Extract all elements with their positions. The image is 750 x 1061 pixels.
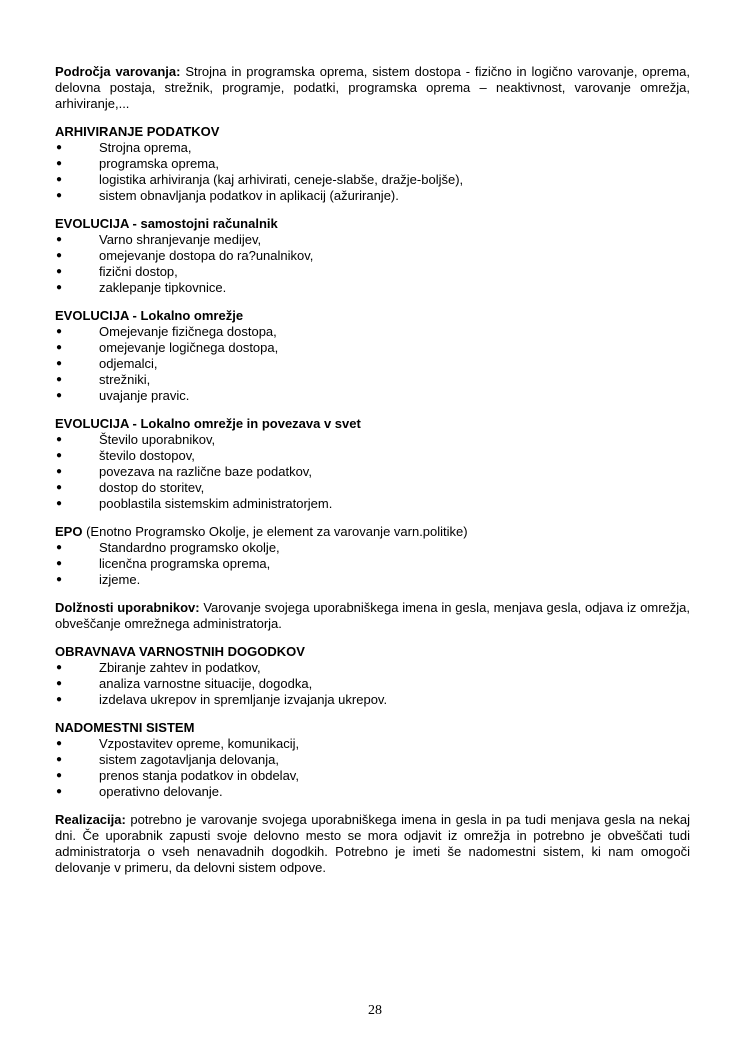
list-item [55, 496, 690, 512]
list-item-text: povezava na različne baze podatkov, [99, 464, 312, 479]
list-item-text: Zbiranje zahtev in podatkov, [99, 660, 261, 675]
bullet-icon: ● [56, 466, 63, 477]
list-item-text: Omejevanje fizičnega dostopa, [99, 324, 277, 339]
list-item-text: Standardno programsko okolje, [99, 540, 280, 555]
section-obravnava-varnostnih-dogodkov [55, 644, 690, 708]
section-evolucija-povezava-v-svet [55, 416, 690, 512]
bullet-list-arhiviranje [55, 140, 690, 204]
list-item [55, 784, 690, 800]
bullet-icon: ● [56, 358, 63, 369]
page-number: 28 [368, 1003, 382, 1018]
section-nadomestni-sistem [55, 720, 690, 800]
bullet-icon: ● [56, 234, 63, 245]
paragraph-lead-dolznosti: Dolžnosti uporabnikov: [55, 600, 200, 615]
bullet-icon: ● [56, 498, 63, 509]
list-item [55, 356, 690, 372]
paragraph-body-podrocja: Strojna in programska oprema, sistem dostopa - fizično in logično varovanje, oprema, delovna postaja, strežnik, programje, podatki, programska oprema – neaktivnost, varovanje omrežja, arhiviranje,... [55, 64, 690, 111]
list-item-text: operativno delovanje. [99, 784, 223, 799]
list-item [55, 140, 690, 156]
section-heading-evolucija-lokalno: EVOLUCIJA - Lokalno omrežje [55, 308, 244, 323]
list-item-text: strežniki, [99, 372, 151, 387]
bullet-icon: ● [56, 738, 63, 749]
bullet-icon: ● [56, 250, 63, 261]
list-item [55, 432, 690, 448]
list-item [55, 340, 690, 356]
bullet-icon: ● [56, 282, 63, 293]
paragraph-lead-podrocja: Področja varovanja: [55, 64, 181, 79]
list-item [55, 736, 690, 752]
list-item [55, 556, 690, 572]
list-item-text: logistika arhiviranja (kaj arhivirati, ceneje-slabše, dražje-boljše), [99, 172, 464, 187]
list-item [55, 280, 690, 296]
list-item-text: omejevanje dostopa do ra?unalnikov, [99, 248, 314, 263]
bullet-icon: ● [56, 174, 63, 185]
list-item-text: programska oprema, [99, 156, 219, 171]
list-item [55, 448, 690, 464]
list-item-text: fizični dostop, [99, 264, 178, 279]
paragraph-dolznosti-uporabnikov [55, 600, 690, 632]
list-item-text: Število uporabnikov, [99, 432, 216, 447]
list-item [55, 464, 690, 480]
list-item-text: uvajanje pravic. [99, 388, 190, 403]
list-item-text: licenčna programska oprema, [99, 556, 271, 571]
bullet-icon: ● [56, 678, 63, 689]
paragraph-podrocja-varovanja [55, 64, 690, 112]
list-item [55, 248, 690, 264]
bullet-icon: ● [56, 390, 63, 401]
section-arhiviranje-podatkov [55, 124, 690, 204]
list-item [55, 768, 690, 784]
bullet-icon: ● [56, 266, 63, 277]
list-item-text: Strojna oprema, [99, 140, 192, 155]
list-item-text: omejevanje logičnega dostopa, [99, 340, 279, 355]
list-item [55, 572, 690, 588]
bullet-icon: ● [56, 342, 63, 353]
list-item [55, 388, 690, 404]
bullet-list-evolucija-lokalno [55, 324, 690, 404]
list-item-text: izdelava ukrepov in spremljanje izvajanja ukrepov. [99, 692, 388, 707]
paragraph-lead-realizacija: Realizacija: [55, 812, 126, 827]
paragraph-body-epo: (Enotno Programsko Okolje, je element za varovanje varn.politike) [86, 524, 468, 539]
list-item [55, 156, 690, 172]
list-item-text: Vzpostavitev opreme, komunikacij, [99, 736, 300, 751]
bullet-list-evolucija-povezava [55, 432, 690, 512]
list-item-text: pooblastila sistemskim administratorjem. [99, 496, 333, 511]
bullet-icon: ● [56, 770, 63, 781]
bullet-list-epo [55, 540, 690, 588]
list-item-text: Varno shranjevanje medijev, [99, 232, 262, 247]
list-item-text: sistem obnavljanja podatkov in aplikacij (ažuriranje). [99, 188, 399, 203]
list-item [55, 660, 690, 676]
list-item [55, 264, 690, 280]
bullet-icon: ● [56, 326, 63, 337]
bullet-icon: ● [56, 190, 63, 201]
section-heading-arhiviranje: ARHIVIRANJE PODATKOV [55, 124, 220, 139]
bullet-icon: ● [56, 754, 63, 765]
list-item [55, 188, 690, 204]
bullet-icon: ● [56, 374, 63, 385]
paragraph-lead-epo: EPO [55, 524, 83, 539]
section-heading-nadomestni: NADOMESTNI SISTEM [55, 720, 195, 735]
list-item [55, 676, 690, 692]
bullet-icon: ● [56, 574, 63, 585]
bullet-icon: ● [56, 434, 63, 445]
bullet-icon: ● [56, 142, 63, 153]
section-heading-evolucija-samostojni: EVOLUCIJA - samostojni računalnik [55, 216, 278, 231]
bullet-list-evolucija-samostojni [55, 232, 690, 296]
list-item-text: zaklepanje tipkovnice. [99, 280, 227, 295]
section-heading-obravnava: OBRAVNAVA VARNOSTNIH DOGODKOV [55, 644, 305, 659]
list-item-text: prenos stanja podatkov in obdelav, [99, 768, 299, 783]
bullet-icon: ● [56, 786, 63, 797]
list-item-text: dostop do storitev, [99, 480, 205, 495]
list-item-text: analiza varnostne situacije, dogodka, [99, 676, 313, 691]
list-item [55, 372, 690, 388]
list-item-text: sistem zagotavljanja delovanja, [99, 752, 279, 767]
bullet-icon: ● [56, 542, 63, 553]
list-item-text: odjemalci, [99, 356, 158, 371]
paragraph-epo [55, 524, 690, 540]
bullet-list-obravnava [55, 660, 690, 708]
list-item-text: izjeme. [99, 572, 141, 587]
document-content [55, 64, 690, 888]
list-item [55, 692, 690, 708]
section-evolucija-samostojni-racunalnik [55, 216, 690, 296]
paragraph-realizacija [55, 812, 690, 876]
bullet-icon: ● [56, 558, 63, 569]
list-item [55, 172, 690, 188]
bullet-icon: ● [56, 450, 63, 461]
list-item [55, 540, 690, 556]
list-item [55, 232, 690, 248]
list-item [55, 480, 690, 496]
bullet-icon: ● [56, 694, 63, 705]
paragraph-body-dolznosti: Varovanje svojega uporabniškega imena in gesla, menjava gesla, odjava iz omrežja, obveščanje omrežnega administratorja. [55, 600, 690, 631]
page-footer [0, 1003, 750, 1019]
bullet-icon: ● [56, 662, 63, 673]
section-evolucija-lokalno-omrezje [55, 308, 690, 404]
list-item-text: število dostopov, [99, 448, 195, 463]
paragraph-body-realizacija: potrebno je varovanje svojega uporabniškega imena in gesla in pa tudi menjava gesla na nekaj dni. Če uporabnik zapusti svoje delovno mesto se mora odjavit iz omrežja in potrebno je obveščati tudi administratorja o vseh nenavadnih dogodkih. Potrebno je imeti še nadomestni sistem, ki nam omogoči delovanje v primeru, da delovni sistem odpove. [55, 812, 690, 875]
section-epo [55, 524, 690, 588]
bullet-icon: ● [56, 158, 63, 169]
list-item [55, 324, 690, 340]
bullet-list-nadomestni [55, 736, 690, 800]
list-item [55, 752, 690, 768]
section-heading-evolucija-povezava: EVOLUCIJA - Lokalno omrežje in povezava v svet [55, 416, 361, 431]
bullet-icon: ● [56, 482, 63, 493]
